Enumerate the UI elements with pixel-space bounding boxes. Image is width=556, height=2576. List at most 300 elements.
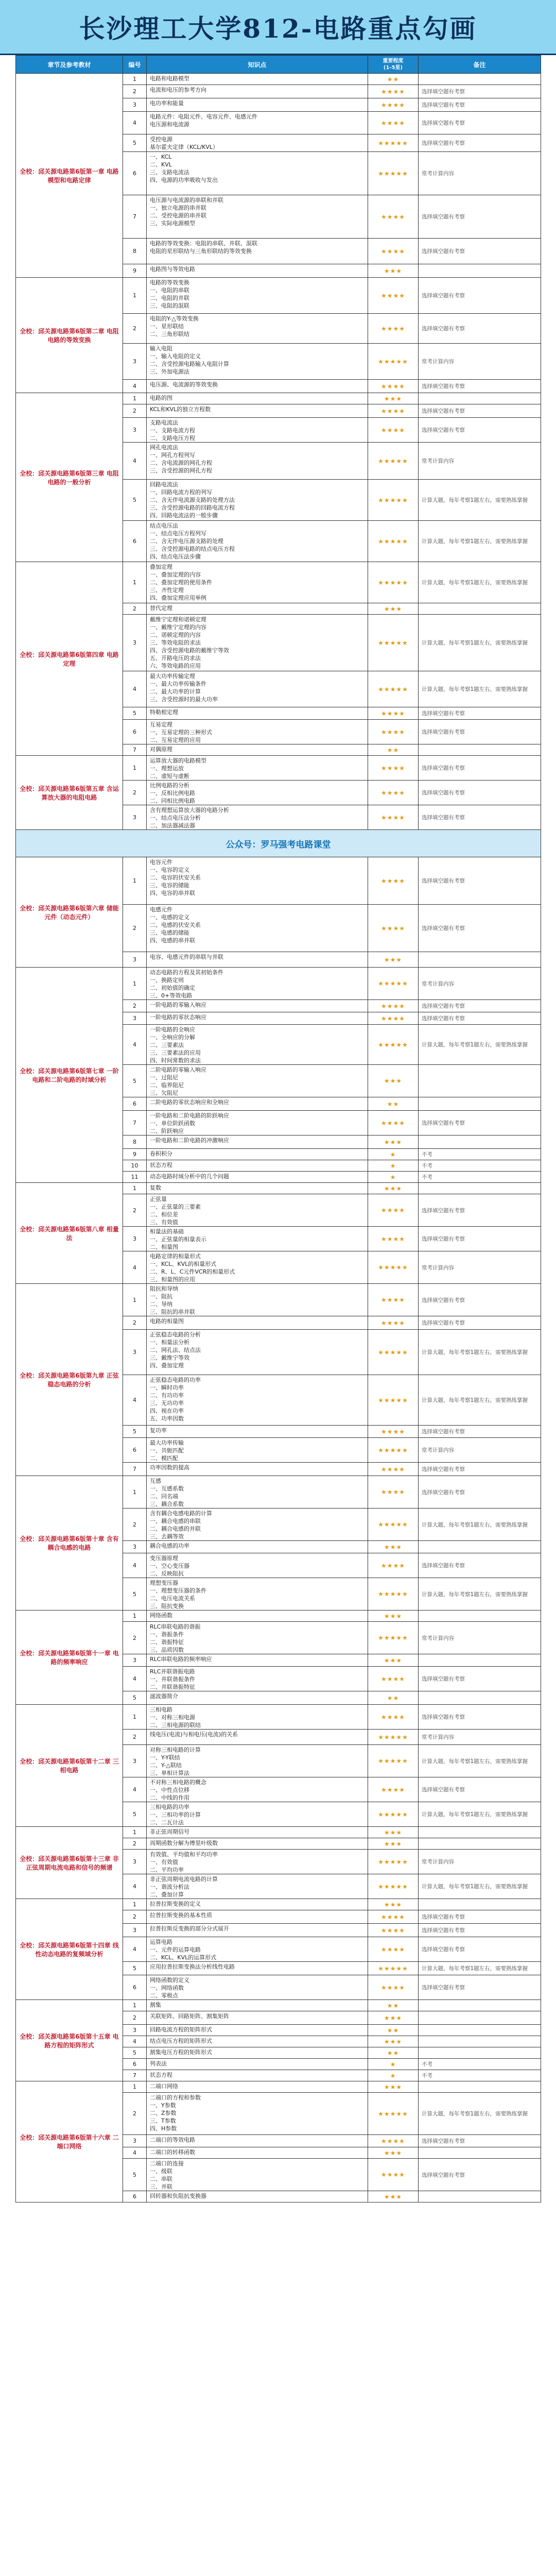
row-number: 5 bbox=[123, 1426, 147, 1438]
chapter-label: 全校：邱关源电路第6版第八章 相量法 bbox=[16, 1183, 123, 1284]
remark: 选择填空题有考察 bbox=[419, 2135, 541, 2147]
header-number: 编号 bbox=[123, 56, 147, 74]
importance-stars: ★★★ bbox=[368, 1183, 419, 1194]
chapter-label: 全校：邱关源电路第6版第二章 电阻电路的等效变换 bbox=[16, 278, 123, 393]
knowledge-point: RLC并联谐振电路 一、并联谐振条件 二、并联谐振特征 bbox=[147, 1667, 368, 1691]
importance-stars: ★★ bbox=[368, 1691, 419, 1705]
importance-stars: ★★★★ bbox=[368, 1975, 419, 2000]
importance-stars: ★★★★★ bbox=[368, 344, 419, 380]
importance-stars: ★★★★★ bbox=[368, 1509, 419, 1541]
row-number: 3 bbox=[123, 2025, 147, 2036]
row-number: 2 bbox=[123, 2093, 147, 2135]
remark: 常考计算内容 bbox=[419, 968, 541, 1000]
remark: 计算大题，每年考察1题左右，需要熟练掌握 bbox=[419, 1874, 541, 1899]
row-number: 9 bbox=[123, 264, 147, 278]
row-number: 2 bbox=[123, 85, 147, 98]
knowledge-point: 应用拉普拉斯变换法分析线性电路 bbox=[147, 1962, 368, 1975]
remark: 选择填空题有考察 bbox=[419, 1777, 541, 1802]
row-number: 3 bbox=[123, 805, 147, 830]
knowledge-point: 电路的相量图 bbox=[147, 1316, 368, 1330]
importance-stars: ★★★★ bbox=[368, 1284, 419, 1316]
row-number: 2 bbox=[123, 1000, 147, 1012]
remark bbox=[419, 1097, 541, 1111]
remark bbox=[419, 393, 541, 404]
knowledge-point: 网孔电流法 一、网孔方程列写 二、含电流源的网孔方程 三、含受控源的网孔方程 bbox=[147, 443, 368, 480]
chapter-label: 全校：邱关源电路第6版第九章 正弦稳态电路的分析 bbox=[16, 1284, 123, 1476]
table-row bbox=[16, 756, 541, 781]
knowledge-point: 电压源与电流源的串联和并联 一、独立电源的串并联 二、受控电源的串并联 三、实际电源模型 bbox=[147, 195, 368, 239]
row-number: 9 bbox=[123, 1149, 147, 1160]
knowledge-point: 正弦稳态电路的功率 一、瞬时功率 二、有功功率 三、无功功率 四、视在功率 五、功率因数 bbox=[147, 1375, 368, 1426]
knowledge-point: 电阻的Y-△等效变换 一、星形联结 二、三角形联结 bbox=[147, 314, 368, 344]
knowledge-point: 线电压(电流)与相电压(电流)的关系 bbox=[147, 1730, 368, 1745]
row-number: 2 bbox=[123, 404, 147, 418]
row-number: 1 bbox=[123, 968, 147, 1000]
chapter-label: 全校：邱关源电路第6版第十三章 非正弦周期电流电路和信号的频谱 bbox=[16, 1827, 123, 1899]
knowledge-point: 拉普拉斯反变换的部分分式展开 bbox=[147, 1924, 368, 1937]
chapter-label: 全校：邱关源电路第6版第十一章 电路的频率响应 bbox=[16, 1611, 123, 1705]
row-number: 4 bbox=[123, 1251, 147, 1284]
knowledge-point: 相量法的基础 一、正弦量的相量表示 二、相量图 bbox=[147, 1227, 368, 1251]
remark: 选择填空题有考察 bbox=[419, 756, 541, 781]
table-row bbox=[16, 2000, 541, 2011]
importance-stars: ★ bbox=[368, 1160, 419, 1172]
knowledge-point: 输入电阻 一、输入电阻的定义 二、含受控源电路输入电阻计算 三、外加电源法 bbox=[147, 344, 368, 380]
remark: 计算大题，每年考察1题左右，需要熟练掌握 bbox=[419, 1578, 541, 1611]
row-number: 2 bbox=[123, 781, 147, 805]
remark bbox=[419, 2191, 541, 2202]
knowledge-point: 电功率和能量 bbox=[147, 98, 368, 112]
knowledge-point: 电路元件：电阻元件、电容元件、电感元件 电压源和电流源 bbox=[147, 112, 368, 134]
knowledge-point: 含有理想运算放大器的电路分析 一、结点电压法分析 二、加法器减法器 bbox=[147, 805, 368, 830]
row-number: 2 bbox=[123, 603, 147, 615]
knowledge-point: 电路的图 bbox=[147, 393, 368, 404]
remark: 不考 bbox=[419, 2070, 541, 2081]
importance-stars: ★★★ bbox=[368, 2147, 419, 2159]
importance-stars: ★★★★ bbox=[368, 278, 419, 314]
importance-stars: ★★★★ bbox=[368, 857, 419, 905]
remark: 选择填空题有考察 bbox=[419, 1667, 541, 1691]
knowledge-point: 二端口的转移函数 bbox=[147, 2147, 368, 2159]
remark bbox=[419, 603, 541, 615]
knowledge-point: 含有耦合电感电路的计算 一、耦合电感的串联 二、耦合电感的并联 三、去耦等效 bbox=[147, 1509, 368, 1541]
importance-stars: ★★★★★ bbox=[368, 1622, 419, 1654]
row-number: 4 bbox=[123, 1874, 147, 1899]
knowledge-point: 结点电压法 一、结点电压方程列写 二、含无伴电压源支路的处理 三、含受控源电路的结点电压方程 四、结点电压法步骤 bbox=[147, 521, 368, 562]
knowledge-point: 电路的等效变换 一、电阻的串联 二、电阻的并联 三、电阻的混联 bbox=[147, 278, 368, 314]
row-number: 4 bbox=[123, 112, 147, 134]
remark bbox=[419, 1827, 541, 1838]
row-number: 2 bbox=[123, 1838, 147, 1850]
remark: 选择填空题有考察 bbox=[419, 720, 541, 744]
knowledge-point: KCL和KVL的独立方程数 bbox=[147, 404, 368, 418]
row-number: 3 bbox=[123, 344, 147, 380]
importance-stars: ★★★★★ bbox=[368, 1850, 419, 1874]
knowledge-point: 一、KCL 二、KVL 三、支路电流法 四、电源的功率吸收与发出 bbox=[147, 152, 368, 195]
row-number: 8 bbox=[123, 1136, 147, 1149]
knowledge-point: 一阶电路和二阶电路的阶跃响应 一、单位阶跃函数 二、阶跃响应 bbox=[147, 1111, 368, 1136]
chapter-label: 全校：邱关源电路第6版第十章 含有耦合电感的电路 bbox=[16, 1476, 123, 1611]
remark bbox=[419, 2000, 541, 2011]
knowledge-point: 运算放大器的电路模型 一、理想运放 二、虚短与虚断 bbox=[147, 756, 368, 781]
row-number: 6 bbox=[123, 2191, 147, 2202]
knowledge-point: 网络函数 bbox=[147, 1611, 368, 1622]
remark: 常考计算内容 bbox=[419, 443, 541, 480]
knowledge-point: 二阶电路的零状态响应和全响应 bbox=[147, 1097, 368, 1111]
row-number: 3 bbox=[123, 1330, 147, 1375]
remark: 选择填空题有考察 bbox=[419, 1194, 541, 1227]
row-number: 4 bbox=[123, 1025, 147, 1065]
importance-stars: ★★★★★ bbox=[368, 1745, 419, 1777]
row-number: 2 bbox=[123, 2011, 147, 2025]
knowledge-point: 拉普拉斯变换的基本性质 bbox=[147, 1910, 368, 1924]
remark bbox=[419, 952, 541, 968]
row-number: 1 bbox=[123, 562, 147, 603]
knowledge-point: 理想变压器 一、理想变压器的条件 二、电压电流关系 三、阻抗变换 bbox=[147, 1578, 368, 1611]
remark: 选择填空题有考察 bbox=[419, 1000, 541, 1012]
remark: 常考计算内容 bbox=[419, 1850, 541, 1874]
knowledge-point: 一阶电路的全响应 一、全响应的分解 二、三要素法 三、三要素法的应用 四、时间常数的求法 bbox=[147, 1025, 368, 1065]
remark: 选择填空题有考察 bbox=[419, 112, 541, 134]
table-row bbox=[16, 562, 541, 603]
row-number: 6 bbox=[123, 152, 147, 195]
row-number: 5 bbox=[123, 480, 147, 521]
importance-stars: ★★★★ bbox=[368, 1705, 419, 1730]
row-number: 2 bbox=[123, 1622, 147, 1654]
remark: 选择填空题有考察 bbox=[419, 418, 541, 443]
remark bbox=[419, 2036, 541, 2047]
knowledge-point: 一阶电路和二阶电路的冲激响应 bbox=[147, 1136, 368, 1149]
importance-stars: ★★ bbox=[368, 2000, 419, 2011]
remark: 选择填空题有考察 bbox=[419, 404, 541, 418]
remark: 选择填空题有考察 bbox=[419, 239, 541, 264]
remark bbox=[419, 1065, 541, 1097]
chapter-label: 全校：邱关源电路第6版第四章 电路定理 bbox=[16, 562, 123, 756]
remark: 常考计算内容 bbox=[419, 1730, 541, 1745]
header-knowledge-point: 知识点 bbox=[147, 56, 368, 74]
importance-stars: ★★★★ bbox=[368, 781, 419, 805]
knowledge-point: 替代定理 bbox=[147, 603, 368, 615]
knowledge-point: 正弦稳态电路的分析 一、相量法分析 二、网孔法、结点法 三、戴维宁等效 四、叠加定理 bbox=[147, 1330, 368, 1375]
importance-stars: ★★★★★ bbox=[368, 615, 419, 671]
importance-stars: ★★ bbox=[368, 74, 419, 85]
remark: 计算大题，每年考察1题左右，需要熟练掌握 bbox=[419, 1330, 541, 1375]
knowledge-point: 电路的等效变换：电阻的串联、并联、混联 电阻的星形联结与三角形联结的等效变换 bbox=[147, 239, 368, 264]
row-number: 3 bbox=[123, 1850, 147, 1874]
chapter-label: 全校：邱关源电路第6版第十五章 电路方程的矩阵形式 bbox=[16, 2000, 123, 2081]
importance-stars: ★★★★★ bbox=[368, 1730, 419, 1745]
remark: 选择填空题有考察 bbox=[419, 85, 541, 98]
row-number: 1 bbox=[123, 1827, 147, 1838]
row-number: 5 bbox=[123, 134, 147, 152]
importance-stars: ★★★★★ bbox=[368, 2093, 419, 2135]
row-number: 6 bbox=[123, 1438, 147, 1463]
importance-stars: ★★★★ bbox=[368, 1476, 419, 1509]
importance-stars: ★★★★★ bbox=[368, 562, 419, 603]
knowledge-point: 电路图与等效电路 bbox=[147, 264, 368, 278]
importance-stars: ★★★★ bbox=[368, 1667, 419, 1691]
importance-stars: ★★★★ bbox=[368, 1553, 419, 1578]
importance-stars: ★★★★★ bbox=[368, 521, 419, 562]
importance-stars: ★★★★★ bbox=[368, 1438, 419, 1463]
row-number: 1 bbox=[123, 2000, 147, 2011]
table-row bbox=[16, 278, 541, 314]
knowledge-point: RLC串联电路的频率响应 bbox=[147, 1654, 368, 1667]
importance-stars: ★★★ bbox=[368, 952, 419, 968]
importance-stars: ★★★ bbox=[368, 1541, 419, 1553]
row-number: 5 bbox=[123, 1578, 147, 1611]
row-number: 2 bbox=[123, 1730, 147, 1745]
page-title: 长沙理工大学812-电路重点勾画 bbox=[0, 0, 556, 55]
importance-stars: ★★★★ bbox=[368, 905, 419, 952]
importance-stars: ★★★★★ bbox=[368, 134, 419, 152]
remark bbox=[419, 1838, 541, 1850]
remark: 选择填空题有考察 bbox=[419, 1426, 541, 1438]
remark: 选择填空题有考察 bbox=[419, 1910, 541, 1924]
importance-stars: ★★★★ bbox=[368, 112, 419, 134]
row-number: 1 bbox=[123, 278, 147, 314]
knowledge-point: 电容、电感元件的串联与并联 bbox=[147, 952, 368, 968]
row-number: 1 bbox=[123, 756, 147, 781]
remark: 选择填空题有考察 bbox=[419, 314, 541, 344]
row-number: 1 bbox=[123, 393, 147, 404]
row-number: 5 bbox=[123, 707, 147, 720]
row-number: 4 bbox=[123, 1667, 147, 1691]
row-number: 3 bbox=[123, 1541, 147, 1553]
knowledge-point: 滤波器简介 bbox=[147, 1691, 368, 1705]
importance-stars: ★★★ bbox=[368, 2011, 419, 2025]
row-number: 7 bbox=[123, 2070, 147, 2081]
remark: 不考 bbox=[419, 1149, 541, 1160]
row-number: 8 bbox=[123, 239, 147, 264]
remark: 计算大题，每年考察1题左右，需要熟练掌握 bbox=[419, 671, 541, 707]
importance-stars: ★★★★★ bbox=[368, 443, 419, 480]
remark bbox=[419, 2011, 541, 2025]
row-number: 3 bbox=[123, 1654, 147, 1667]
row-number: 2 bbox=[123, 1509, 147, 1541]
remark: 选择填空题有考察 bbox=[419, 278, 541, 314]
importance-stars: ★★ bbox=[368, 2025, 419, 2036]
row-number: 4 bbox=[123, 2147, 147, 2159]
row-number: 2 bbox=[123, 1910, 147, 1924]
knowledge-point: 周期函数分解为傅里叶级数 bbox=[147, 1838, 368, 1850]
knowledge-point: 状态方程 bbox=[147, 1160, 368, 1172]
knowledge-point: 不对称三相电路的概念 一、中性点位移 二、中线的作用 bbox=[147, 1777, 368, 1802]
row-number: 4 bbox=[123, 1937, 147, 1962]
row-number: 5 bbox=[123, 1962, 147, 1975]
knowledge-point: 割集电压方程的矩阵形式 bbox=[147, 2047, 368, 2059]
remark: 选择填空题有考察 bbox=[419, 707, 541, 720]
remark: 选择填空题有考察 bbox=[419, 195, 541, 239]
row-number: 7 bbox=[123, 195, 147, 239]
table-row bbox=[16, 1899, 541, 1910]
remark: 计算大题，每年考察1题左右，需要熟练掌握 bbox=[419, 1025, 541, 1065]
importance-stars: ★★★ bbox=[368, 1065, 419, 1097]
remark: 选择填空题有考察 bbox=[419, 1012, 541, 1025]
row-number: 3 bbox=[123, 1227, 147, 1251]
importance-stars: ★★★ bbox=[368, 1654, 419, 1667]
importance-stars: ★★★★ bbox=[368, 404, 419, 418]
remark: 不考 bbox=[419, 1160, 541, 1172]
remark: 计算大题，每年考察1题左右，需要熟练掌握 bbox=[419, 1962, 541, 1975]
importance-stars: ★★★★ bbox=[368, 2159, 419, 2191]
importance-stars: ★★★★ bbox=[368, 1012, 419, 1025]
knowledge-point: 二端口网络 bbox=[147, 2081, 368, 2093]
remark bbox=[419, 744, 541, 756]
remark bbox=[419, 1541, 541, 1553]
row-number: 1 bbox=[123, 1284, 147, 1316]
importance-stars: ★★★ bbox=[368, 393, 419, 404]
chapter-label: 全校：邱关源电路第6版第一章 电路模型和电路定律 bbox=[16, 74, 123, 278]
chapter-label: 全校：邱关源电路第6版第十四章 线性动态电路的复频域分析 bbox=[16, 1899, 123, 2000]
knowledge-point: 动态电路的方程及其初始条件 一、换路定则 二、初始值的确定 三、0+等效电路 bbox=[147, 968, 368, 1000]
knowledge-point: 电感元件 一、电感的定义 二、电感的伏安关系 三、电感的储能 四、电感的串并联 bbox=[147, 905, 368, 952]
row-number: 7 bbox=[123, 1463, 147, 1476]
knowledge-point: 回路电流法 一、回路电流方程的列写 二、含无伴电流源支路的处理方法 三、含受控源电路的回路电流方程 四、回路电流法的一般步骤 bbox=[147, 480, 368, 521]
remark: 计算大题，每年考察1题左右，需要熟练掌握 bbox=[419, 1802, 541, 1827]
importance-stars: ★★★ bbox=[368, 264, 419, 278]
row-number: 2 bbox=[123, 905, 147, 952]
knowledge-point: 非正弦周期信号 bbox=[147, 1827, 368, 1838]
remark: 选择填空题有考察 bbox=[419, 98, 541, 112]
importance-stars: ★★★★★ bbox=[368, 480, 419, 521]
knowledge-point: 一阶电路的零输入响应 bbox=[147, 1000, 368, 1012]
remark: 选择填空题有考察 bbox=[419, 1316, 541, 1330]
remark: 选择填空题有考察 bbox=[419, 1476, 541, 1509]
importance-stars: ★★★★ bbox=[368, 707, 419, 720]
importance-stars: ★★ bbox=[368, 744, 419, 756]
importance-stars: ★ bbox=[368, 1172, 419, 1183]
importance-stars: ★★★★★ bbox=[368, 1874, 419, 1899]
importance-stars: ★ bbox=[368, 2059, 419, 2070]
remark: 选择填空题有考察 bbox=[419, 1924, 541, 1937]
knowledge-point: 互感 一、互感系数 二、同名端 三、耦合系数 bbox=[147, 1476, 368, 1509]
remark: 不考 bbox=[419, 2059, 541, 2070]
row-number: 1 bbox=[123, 1705, 147, 1730]
remark: 选择填空题有考察 bbox=[419, 805, 541, 830]
remark bbox=[419, 2147, 541, 2159]
table-row bbox=[16, 74, 541, 85]
row-number: 3 bbox=[123, 952, 147, 968]
remark: 计算大题，每年考察1题左右，需要熟练掌握 bbox=[419, 1375, 541, 1426]
knowledge-point: 正弦量 一、正弦量的三要素 二、相位差 三、有效值 bbox=[147, 1194, 368, 1227]
knowledge-point: 最大功率传输定理 一、最大功率传输条件 二、最大功率的计算 三、含受控源时的最大功率 bbox=[147, 671, 368, 707]
knowledge-point: 戴维宁定理和诺顿定理 一、戴维宁定理的内容 二、诺顿定理的内容 三、等效电阻的求法 四、含受控源电路的戴维宁等效 五、开路电压的求法 六、等效电路的应用 bbox=[147, 615, 368, 671]
importance-stars: ★★★★ bbox=[368, 380, 419, 393]
knowledge-point: 状态方程 bbox=[147, 2070, 368, 2081]
row-number: 2 bbox=[123, 1316, 147, 1330]
importance-stars: ★★★ bbox=[368, 1136, 419, 1149]
knowledge-point: 比例电路的分析 一、反相比例电路 二、同相比例电路 bbox=[147, 781, 368, 805]
remark: 不考 bbox=[419, 1172, 541, 1183]
knowledge-point: 电容元件 一、电容的定义 二、电容的伏安关系 三、电容的储能 四、电容的串并联 bbox=[147, 857, 368, 905]
knowledge-point: 二端口的等效电路 bbox=[147, 2135, 368, 2147]
row-number: 6 bbox=[123, 1097, 147, 1111]
row-number: 1 bbox=[123, 2081, 147, 2093]
importance-stars: ★★★★ bbox=[368, 85, 419, 98]
importance-stars: ★★★★ bbox=[368, 1194, 419, 1227]
importance-stars: ★★★★ bbox=[368, 1910, 419, 1924]
importance-stars: ★★★★ bbox=[368, 1227, 419, 1251]
table-row bbox=[16, 1284, 541, 1316]
importance-stars: ★★ bbox=[368, 2047, 419, 2059]
row-number: 6 bbox=[123, 2059, 147, 2070]
chapter-label: 全校：邱关源电路第6版第六章 储能元件（动态元件） bbox=[16, 857, 123, 968]
remark: 选择填空题有考察 bbox=[419, 1111, 541, 1136]
remark: 选择填空题有考察 bbox=[419, 781, 541, 805]
knowledge-point: 二阶电路的零输入响应 一、过阻尼 二、临界阻尼 三、欠阻尼 bbox=[147, 1065, 368, 1097]
chapter-label: 全校：邱关源电路第6版第七章 一阶电路和二阶电路的时域分析 bbox=[16, 968, 123, 1183]
promo-banner bbox=[16, 830, 541, 857]
remark: 选择填空题有考察 bbox=[419, 1705, 541, 1730]
knowledge-point: 关联矩阵、回路矩阵、割集矩阵 bbox=[147, 2011, 368, 2025]
row-number: 1 bbox=[123, 1611, 147, 1622]
importance-stars: ★★★★ bbox=[368, 1937, 419, 1962]
importance-stars: ★★★ bbox=[368, 1611, 419, 1622]
chapter-label: 全校：邱关源电路第6版第十二章 三相电路 bbox=[16, 1705, 123, 1827]
knowledge-point: 回路电流方程的矩阵形式 bbox=[147, 2025, 368, 2036]
remark: 选择填空题有考察 bbox=[419, 1463, 541, 1476]
remark: 选择填空题有考察 bbox=[419, 1975, 541, 2000]
promo-text: 公众号：罗马强考电路课堂 bbox=[16, 830, 541, 857]
knowledge-point: 复数 bbox=[147, 1183, 368, 1194]
row-number: 5 bbox=[123, 1802, 147, 1827]
knowledge-point: 电压源、电流源的等效变换 bbox=[147, 380, 368, 393]
row-number: 5 bbox=[123, 1065, 147, 1097]
importance-stars: ★★★ bbox=[368, 2036, 419, 2047]
knowledge-point: 电路定律的相量形式 一、KCL、KVL的相量形式 二、R、L、C元件VCR的相量形式 三、相量图的应用 bbox=[147, 1251, 368, 1284]
importance-stars: ★★★★★ bbox=[368, 152, 419, 195]
importance-stars: ★★★ bbox=[368, 2191, 419, 2202]
importance-stars: ★★ bbox=[368, 1097, 419, 1111]
remark: 计算大题，每年考察1题左右，需要熟练掌握 bbox=[419, 480, 541, 521]
knowledge-point: 互易定理 一、互易定理的三种形式 二、互易定理的应用 bbox=[147, 720, 368, 744]
row-number: 3 bbox=[123, 615, 147, 671]
importance-stars: ★★★★ bbox=[368, 239, 419, 264]
row-number: 5 bbox=[123, 2159, 147, 2191]
knowledge-point: 复功率 bbox=[147, 1426, 368, 1438]
row-number: 1 bbox=[123, 1476, 147, 1509]
remark: 选择填空题有考察 bbox=[419, 2159, 541, 2191]
row-number: 3 bbox=[123, 418, 147, 443]
importance-stars: ★★★★ bbox=[368, 1463, 419, 1476]
knowledge-point: 电流和电压的参考方向 bbox=[147, 85, 368, 98]
knowledge-point: 有效值、平均值和平均功率 一、有效值 二、平均功率 bbox=[147, 1850, 368, 1874]
importance-stars: ★★★★★ bbox=[368, 1802, 419, 1827]
remark bbox=[419, 2047, 541, 2059]
knowledge-point: 网络函数的定义 一、网络函数 二、零极点 bbox=[147, 1975, 368, 2000]
header-chapter: 章节及参考教材 bbox=[16, 56, 123, 74]
row-number: 6 bbox=[123, 1975, 147, 2000]
table-row bbox=[16, 393, 541, 404]
table-row bbox=[16, 1183, 541, 1194]
table-row bbox=[16, 1611, 541, 1622]
importance-stars: ★★★★ bbox=[368, 805, 419, 830]
knowledge-point: 拉普拉斯变换的定义 bbox=[147, 1899, 368, 1910]
row-number: 4 bbox=[123, 1375, 147, 1426]
importance-stars: ★★★★ bbox=[368, 1426, 419, 1438]
knowledge-point: 对偶原理 bbox=[147, 744, 368, 756]
remark: 常考计算内容 bbox=[419, 1438, 541, 1463]
remark: 选择填空题有考察 bbox=[419, 1227, 541, 1251]
importance-stars: ★★★ bbox=[368, 2081, 419, 2093]
table-header-row bbox=[16, 56, 541, 74]
row-number: 6 bbox=[123, 521, 147, 562]
knowledge-point: 非正弦周期电流电路的计算 一、谐波分析法 二、叠加计算 bbox=[147, 1874, 368, 1899]
knowledge-point: 卷积积分 bbox=[147, 1149, 368, 1160]
table-row bbox=[16, 2081, 541, 2093]
remark bbox=[419, 1136, 541, 1149]
